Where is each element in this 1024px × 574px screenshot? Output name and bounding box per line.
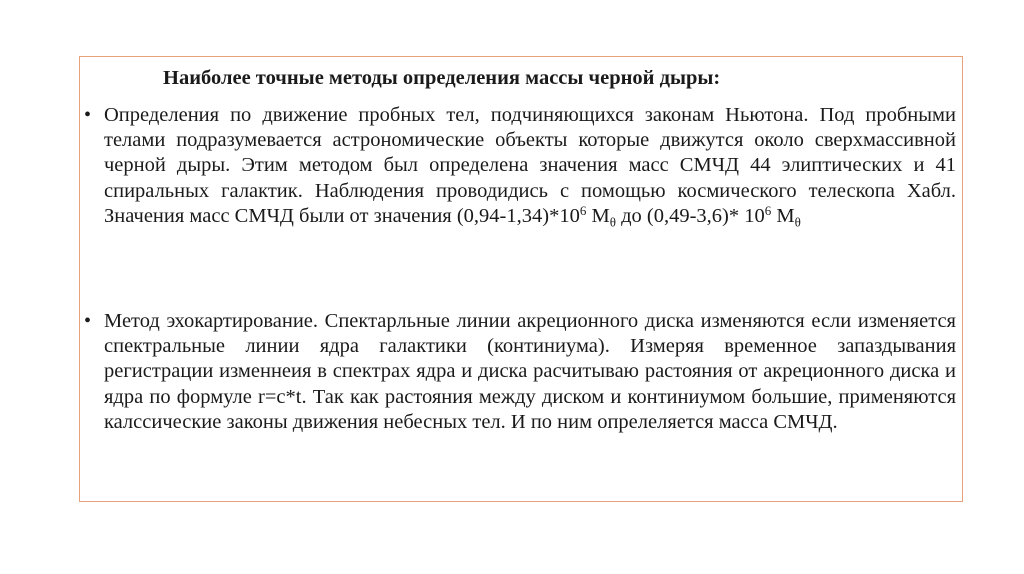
text-frame — [79, 56, 963, 502]
bullet-item-newton-method — [84, 103, 958, 229]
bullet1-exponent-1: 6 — [579, 202, 587, 218]
bullet-text-echo-mapping: Метод эхокартирование. Спектарльные линии акреционного диска изменяются если изменяется спектральные линии ядра галактики (континиума). Измеряя временное запаздывания регистрации изменнеия в спектрах ядра и диска расчитываю растояния от акреционного диска и ядра по формуле r=c*t. Так как растояния между диском и континиумом большие, применяются калссические законы движения небесных тел. И по ним опрелеляется масса СМЧД. — [104, 310, 956, 433]
slide-heading: Наиболее точные методы определения массы черной дыры: — [163, 67, 721, 89]
bullet1-text-part1: Определения по движение пробных тел, подчиняющихся законам Ньютона. Под пробными телами подразумевается астрономические объекты которые движутся около сверхмассивной черной дыры. Этим методом был определена значения масс СМЧД 44 элиптических и 41 спиральных галактик. Наблюдения проводидись с помощью космического телескопа Хабл. Значения масс СМЧД были от значения (0,94-1,34)*10 — [104, 104, 956, 227]
bullet-text-newton-method — [104, 103, 956, 229]
bullet1-text-part3: до (0,49-3,6)* 10 — [615, 204, 765, 227]
bullet1-text-part4: M — [771, 204, 795, 227]
bullet1-subscript-1: θ — [609, 214, 616, 230]
bullet-item-echo-mapping — [84, 309, 958, 435]
bullet1-exponent-2: 6 — [764, 202, 772, 218]
bullet-icon: • — [84, 104, 92, 126]
bullet1-subscript-2: θ — [794, 214, 801, 230]
bullet-icon: • — [84, 310, 92, 332]
bullet1-text-part2: M — [586, 204, 610, 227]
